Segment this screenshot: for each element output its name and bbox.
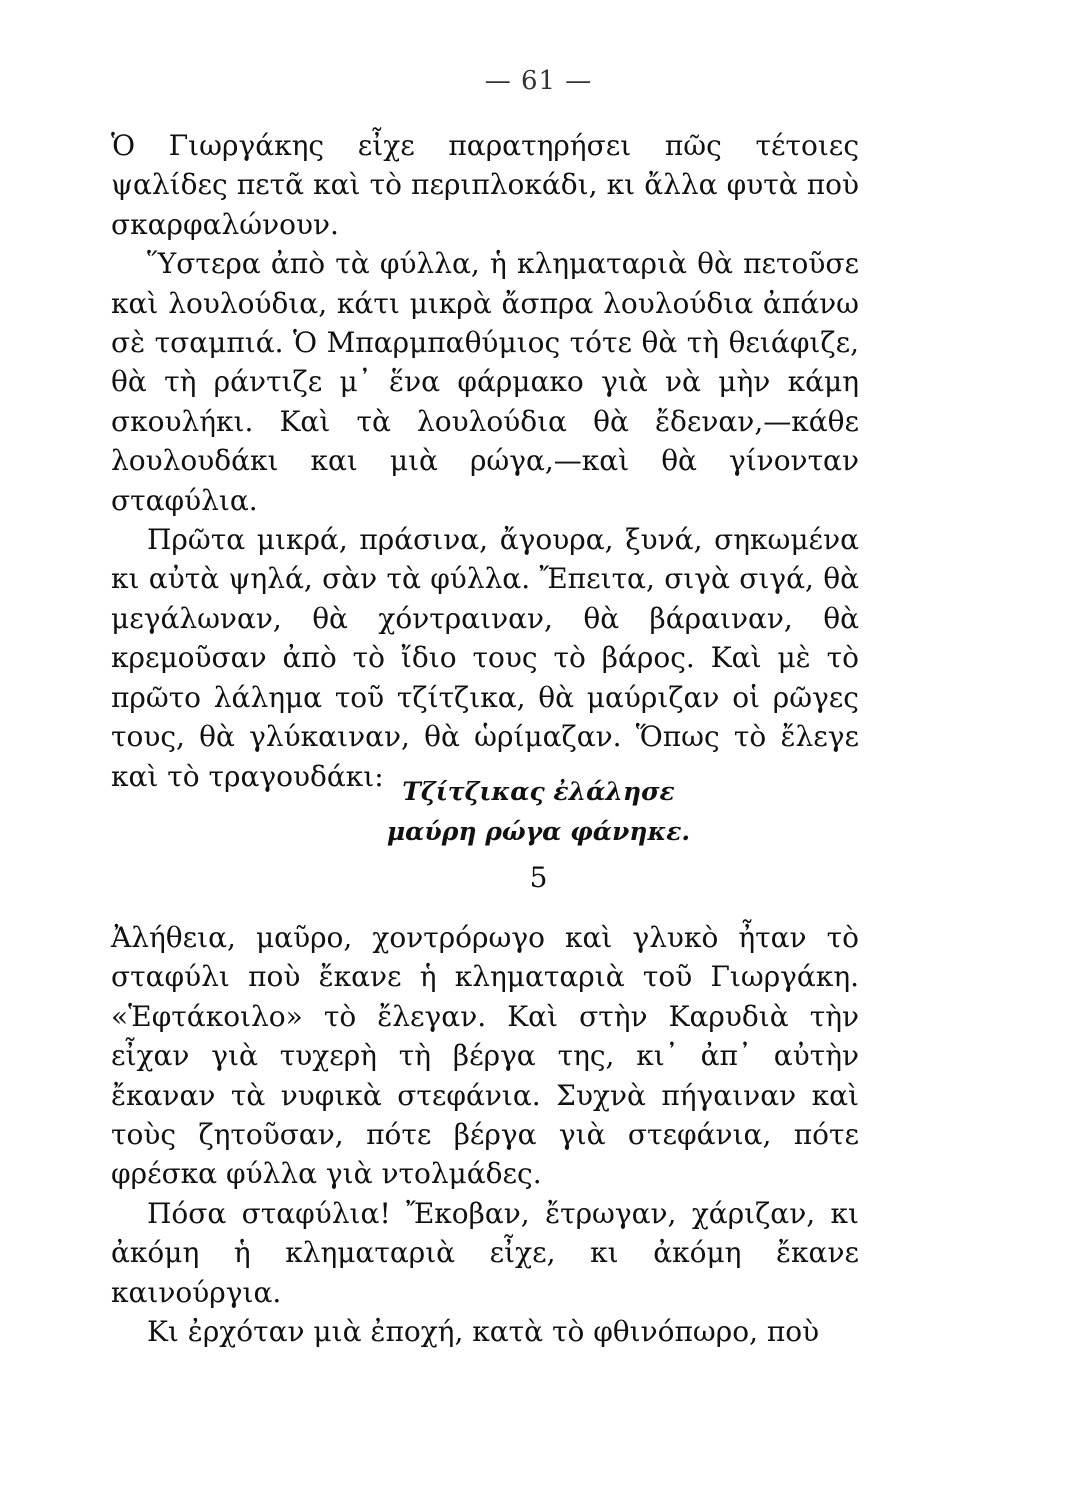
verse-couplet (0, 772, 1077, 852)
text-block-bottom (111, 918, 859, 1351)
paragraph-1: Ὁ Γιωργάκης εἶχε παρατηρήσει πῶς τέτοιες ψαλίδες πετᾶ καὶ τὸ περιπλοκάδι, κι ἄλλα φυτὰ ποὺ σκαρφαλώνουν. (111, 129, 859, 241)
paragraph-3: Πρῶτα μικρά, πράσινα, ἄγουρα, ξυνά, σηκωμένα κι αὐτὰ ψηλά, σὰν τὰ φύλλα. Ἔπειτα, σιγὰ σιγά, θὰ μεγάλωναν, θὰ χόντραιναν, θὰ βάραιναν, θὰ κρεμοῦσαν ἀπὸ τὸ ἴδιο τους τὸ βάρος. Καὶ μὲ τὸ πρῶτο λάλημα τοῦ τζίτζικα, θὰ μαύριζαν οἱ ρῶγες τους, θὰ γλύκαιναν, θὰ ὡρίμαζαν. Ὅπως τὸ ἔλεγε καὶ τὸ τραγουδάκι: (111, 523, 859, 793)
text-block-top (111, 126, 859, 796)
paragraph-2: Ὕστερα ἀπὸ τὰ φύλλα, ἡ κληματαριὰ θὰ πετοῦσε καὶ λουλούδια, κάτι μικρὰ ἄσπρα λουλούδια ἀπάνω σὲ τσαμπιά. Ὁ Μπαρμπαθύμιος τότε θὰ τὴ θειάφιζε, θὰ τὴ ράντιζε μ᾽ ἕνα φάρμακο γιὰ νὰ μὴν κάμη σκουλήκι. Καὶ τὰ λουλούδια θὰ ἔδεναν,—κάθε λουλουδάκι και μιὰ ρώγα,—καὶ θὰ γίνονταν σταφύλια. (111, 247, 859, 517)
verse-line-2: μαύρη ρώγα φάνηκε. (386, 817, 691, 846)
section-number: 5 (529, 861, 548, 894)
paragraph-4: Ἀλήθεια, μαῦρο, χοντρόρωγο καὶ γλυκὸ ἦταν τὸ σταφύλι ποὺ ἔκανε ἡ κληματαριὰ τοῦ Γιωργάκη. «Ἑφτάκοιλο» τὸ ἔλεγαν. Καὶ στὴν Καρυδιὰ τὴν εἶχαν γιὰ τυχερὴ τὴ βέργα της, κι᾽ ἀπ᾽ αὐτὴν ἔκαναν τὰ νυφικὰ στεφάνια. Συχνὰ πήγαιναν καὶ τοὺς ζητοῦσαν, πότε βέργα γιὰ στεφάνια, πότε φρέσκα φύλλα γιὰ ντολμάδες. (111, 921, 859, 1191)
paragraph-6: Κι ἐρχόταν μιὰ ἐποχή, κατὰ τὸ φθινόπωρο, ποὺ (147, 1315, 820, 1349)
paragraph-5: Πόσα σταφύλια! Ἔκοβαν, ἔτρωγαν, χάριζαν, κι ἀκόμη ἡ κληματαριὰ εἶχε, κι ἀκόμη ἔκανε καινούργια. (111, 1196, 859, 1309)
page-number: — 61 — (484, 66, 593, 96)
verse-line-1: Τζίτζικας ἐλάλησε (402, 777, 675, 806)
